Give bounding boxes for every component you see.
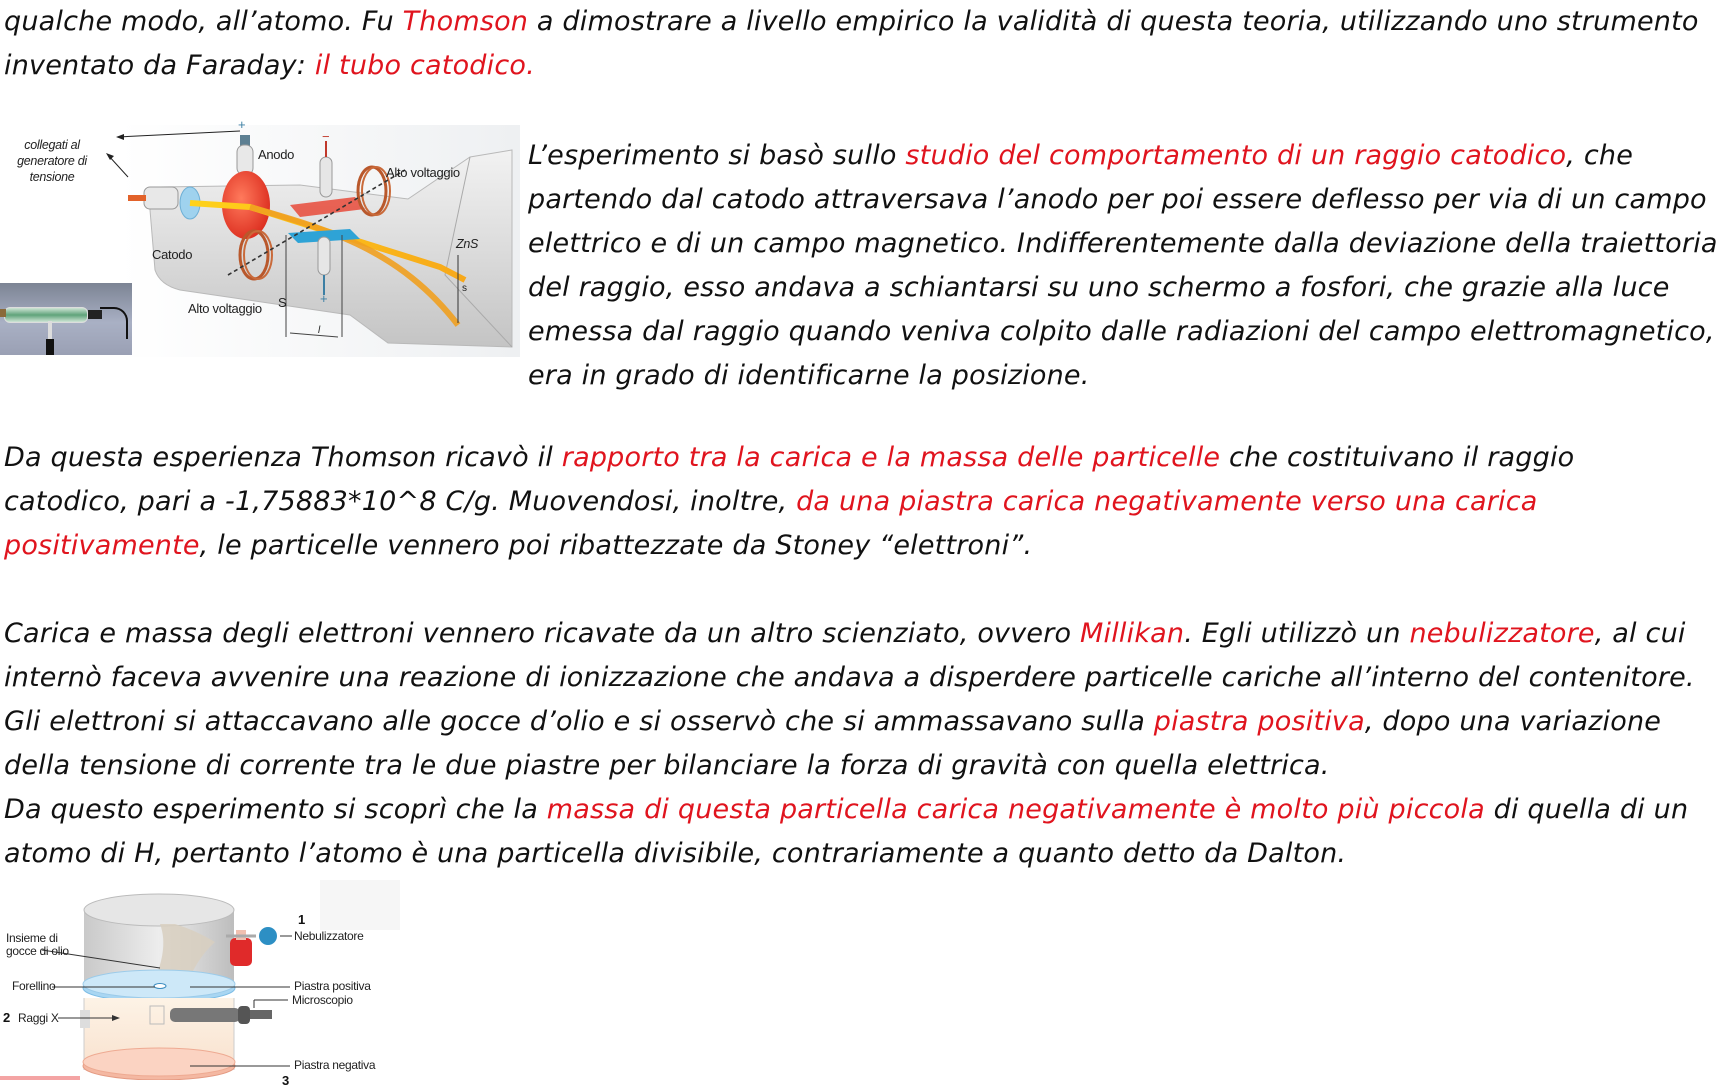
label-l: l [318,325,320,336]
text-line [4,436,1574,480]
highlighted-text: Millikan [1080,618,1185,649]
text-segment: elettrico e di un campo magnetico. Indifferentemente dalla deviazione della traiettoria [528,228,1718,259]
text-segment: inventato da Faraday: [4,50,315,81]
label-negative-plate: Piastra negativa [294,1058,376,1072]
text-segment: internò faceva avvenire una reazione di ionizzazione che andava a disperdere particelle cariche all’interno del contenitore. [4,662,1695,693]
text-segment: Da questo esperimento si scoprì che la [4,794,547,825]
label-high-voltage-top: Alto voltaggio [386,165,460,180]
text-line [4,832,1346,876]
label-positive-plate: Piastra positiva [294,979,371,993]
text-line [4,0,1699,44]
text-line [528,310,1715,354]
label-anode: Anodo [258,147,295,162]
label-line: gocce di olio [6,944,69,958]
highlighted-text: positivamente [4,530,200,561]
label-plus-top: + [238,117,246,132]
text-line [4,788,1688,832]
annotation-line: tensione [29,170,75,184]
text-line [528,222,1718,266]
cathode-ray-tube-photo [0,283,132,355]
cathode-ray-tube-figure [0,117,520,357]
text-segment: di quella di un [1484,794,1689,825]
highlighted-text: studio del comportamento di un raggio catodico [905,140,1567,171]
annotation-power-supply [4,137,100,185]
text-segment: Gli elettroni si attaccavano alle gocce d’olio e si osservò che si ammassavano sulla [4,706,1154,737]
label-minus-top: − [322,129,330,144]
text-line [4,612,1686,656]
highlighted-text: da una piastra carica negativamente verso una carica [796,486,1538,517]
text-line [4,44,535,88]
text-segment: partendo dal catodo attraversava l’anodo per poi essere deflesso per via di un campo [528,184,1707,215]
text-line [528,134,1633,178]
text-segment: Da questa esperienza Thomson ricavò il [4,442,562,473]
label-cathode: Catodo [152,247,193,262]
label-oil-droplets [6,932,69,958]
text-line [528,178,1707,222]
label-line: Insieme di [6,931,58,945]
text-segment: della tensione di corrente tra le due piastre per bilanciare la forza di gravità con quella elettrica. [4,750,1330,781]
label-nebulizer: Nebulizzatore [294,929,364,943]
text-line [528,266,1670,310]
text-segment: , le particelle vennero poi ribattezzate da Stoney “elettroni”. [199,530,1033,561]
text-line [4,744,1330,788]
label-s-upper: S [278,295,287,310]
text-line [4,700,1661,744]
label-microscope: Microscopio [292,993,353,1007]
text-segment: emessa dal raggio quando veniva colpito dalle radiazioni del campo elettromagnetico, [528,316,1715,347]
label-hole: Forellino [12,979,56,993]
text-segment: . Egli utilizzò un [1184,618,1410,649]
text-segment: , dopo una variazione [1364,706,1662,737]
highlighted-text: il tubo catodico. [314,50,535,81]
text-segment: del raggio, esso andava a schiantarsi su uno schermo a fosfori, che grazie alla luce [528,272,1670,303]
label-plus-bottom: + [320,291,328,306]
annotation-line: generatore di [17,154,87,168]
highlighted-text: piastra positiva [1153,706,1365,737]
highlighted-text: nebulizzatore [1409,618,1595,649]
text-segment: catodico, pari a -1,75883*10^8 C/g. Muovendosi, inoltre, [4,486,797,517]
text-segment: a dimostrare a livello empirico la validità di questa teoria, utilizzando uno strumento [528,6,1699,37]
text-line [528,354,1090,398]
text-segment: Carica e massa degli elettroni vennero ricavate da un altro scienziato, ovvero [4,618,1081,649]
highlighted-text: rapporto tra la carica e la massa delle particelle [561,442,1221,473]
number-1: 1 [298,912,306,927]
label-zns-screen: ZnS [456,237,479,251]
text-segment: , che [1566,140,1634,171]
number-3: 3 [282,1073,290,1088]
label-xrays: Raggi X [18,1011,59,1025]
highlighted-text: Thomson [402,6,529,37]
text-segment: atomo di H, pertanto l’atomo è una particella divisibile, contrariamente a quanto detto da Dalton. [4,838,1347,869]
text-segment: L’esperimento si basò sullo [528,140,906,171]
text-line [4,524,1032,568]
label-high-voltage-bottom: Alto voltaggio [188,301,262,316]
text-line [4,480,1538,524]
text-segment: qualche modo, all’atomo. Fu [4,6,403,37]
number-2: 2 [3,1010,11,1025]
text-line [4,656,1695,700]
annotation-line: collegati al [24,138,80,152]
highlighted-text: massa di questa particella carica negativamente è molto più piccola [546,794,1485,825]
millikan-oil-drop-figure [0,880,420,1088]
text-segment: , al cui [1594,618,1686,649]
text-segment: era in grado di identificarne la posizione. [528,360,1090,391]
label-s-lower: s [462,283,467,294]
text-segment: che costituivano il raggio [1220,442,1575,473]
